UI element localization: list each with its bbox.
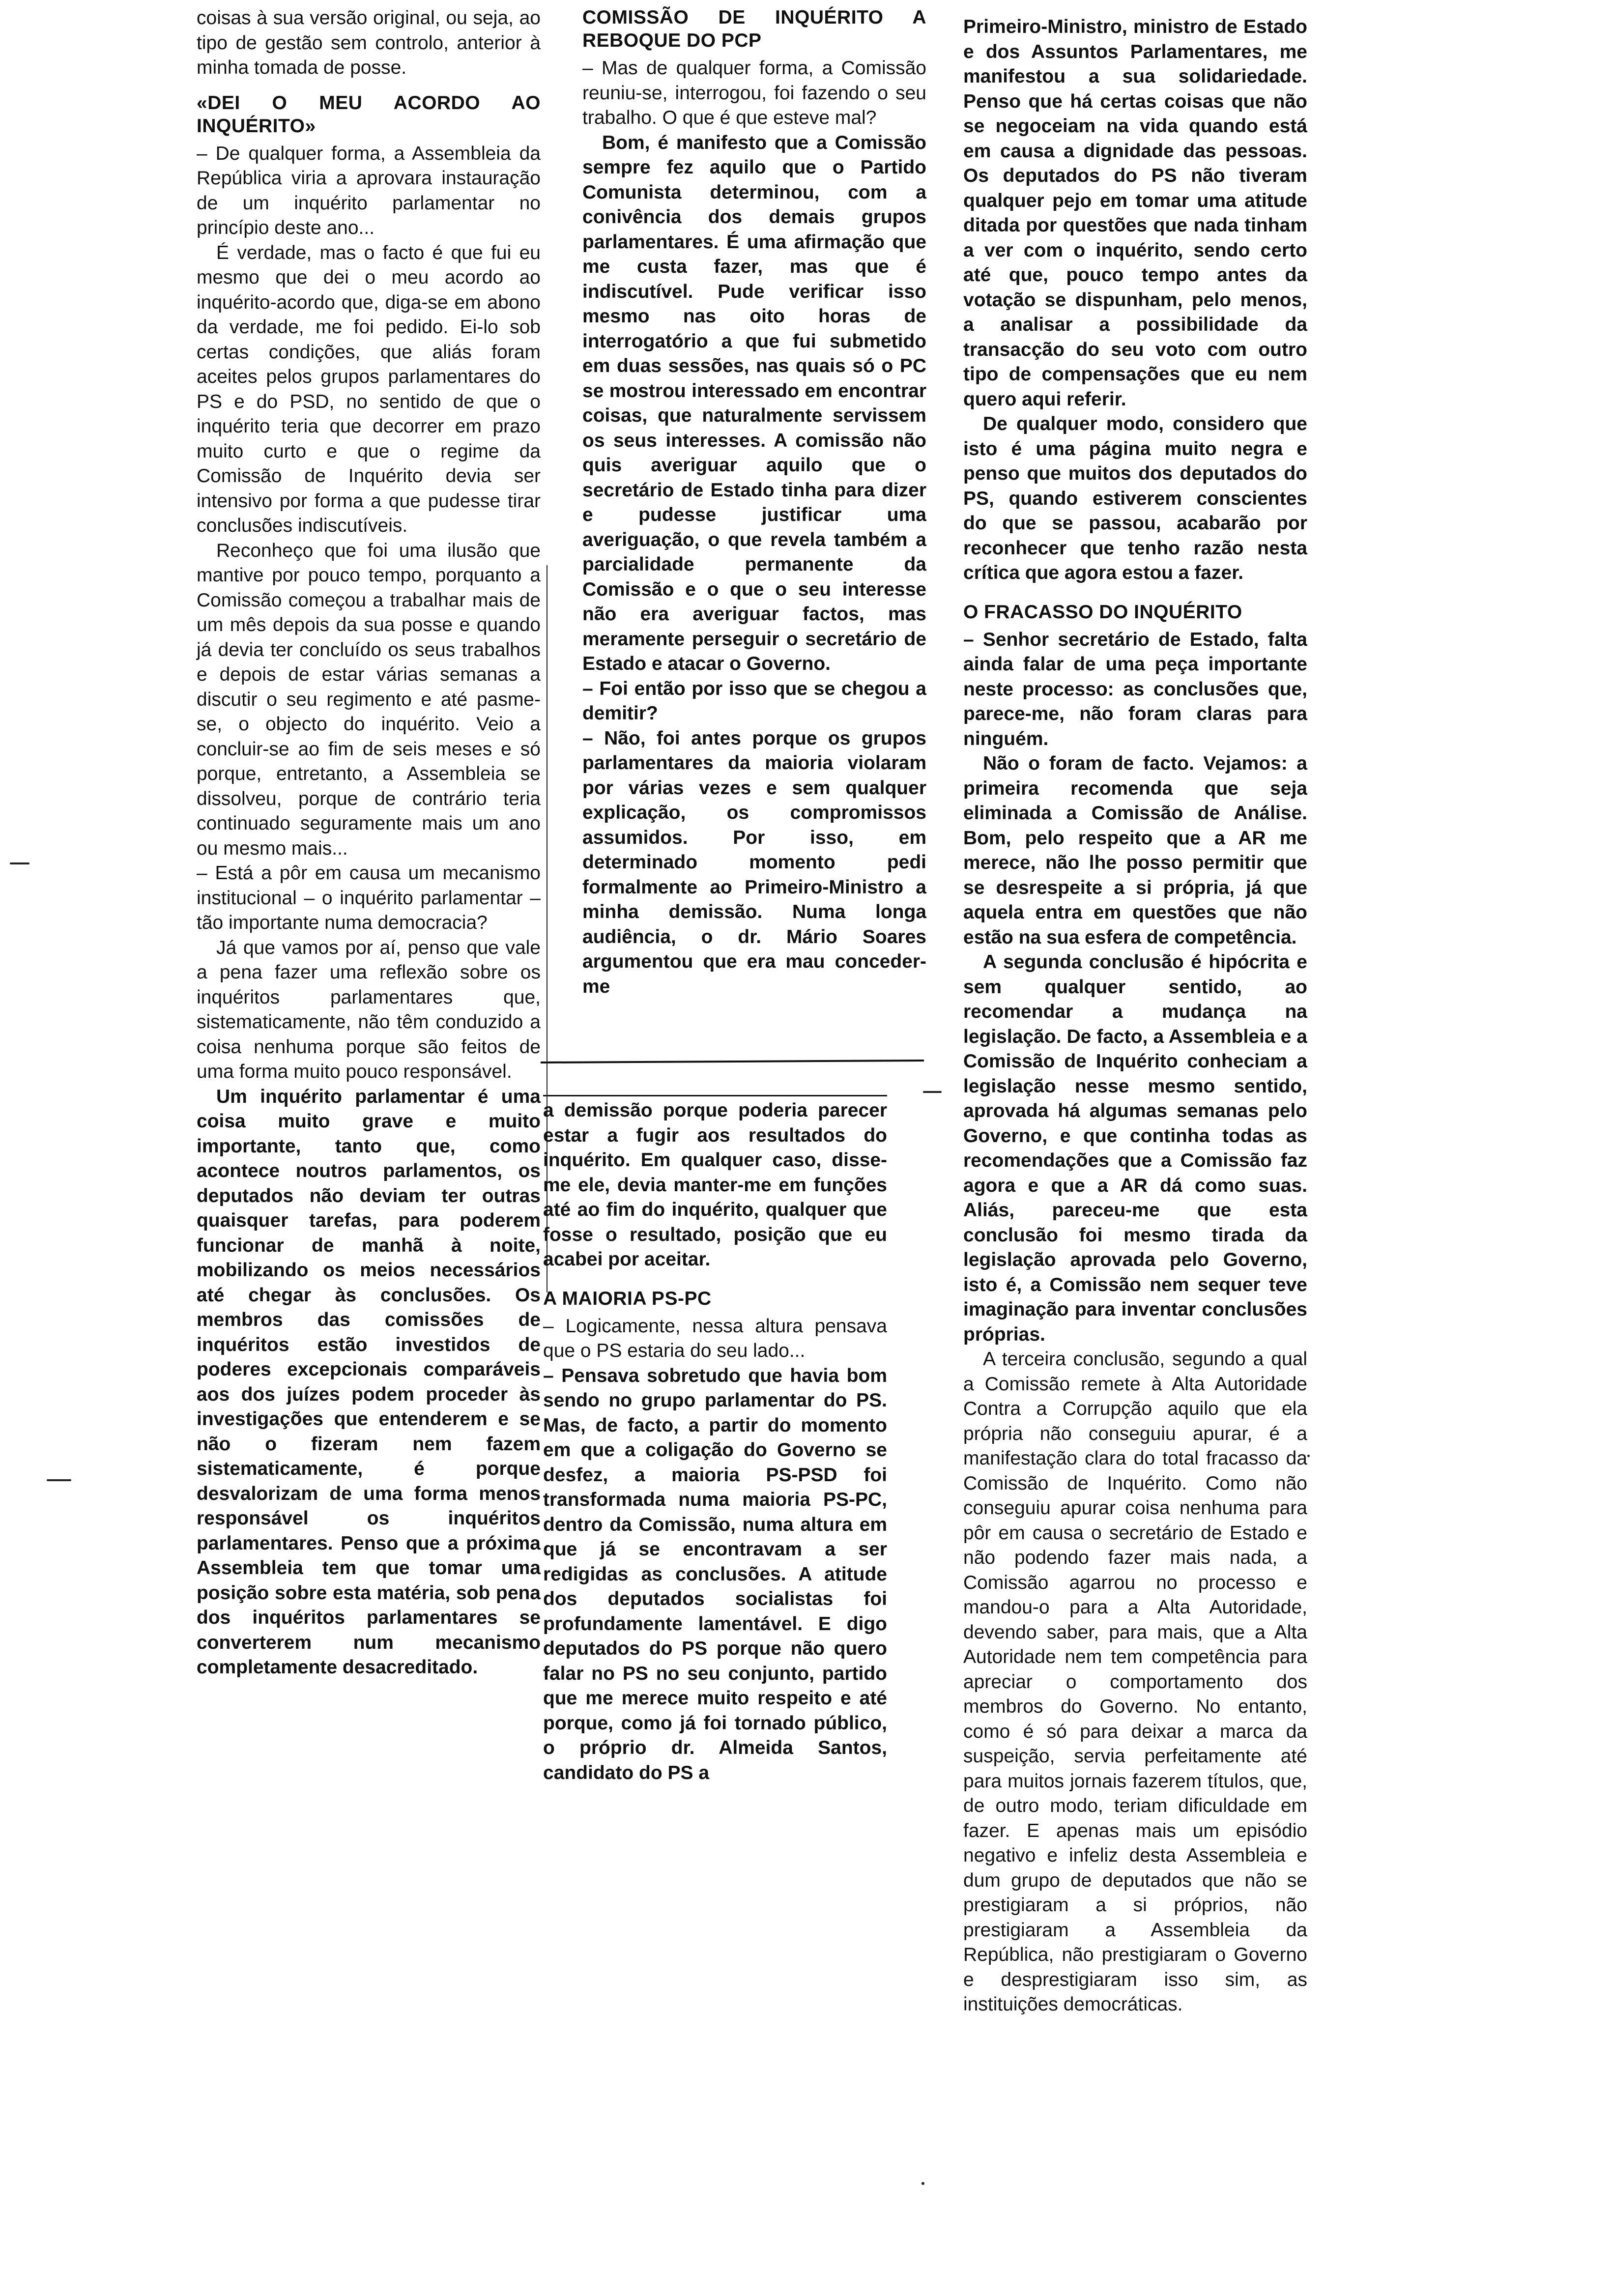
column-divider-rule (541, 1060, 924, 1063)
scan-speck (47, 1479, 71, 1481)
scan-speck (1307, 1455, 1310, 1457)
paragraph: – Mas de qualquer forma, a Comissão reuniu-se, interrogou, foi fazendo o seu trabalho. O que é que esteve mal? (582, 57, 926, 128)
column-2-continued (543, 1098, 887, 1785)
paragraph: – Foi então por isso que se chegou a demitir? (582, 678, 926, 724)
scan-speck (10, 862, 29, 864)
column-2 (582, 6, 926, 999)
section-heading: O FRACASSO DO INQUÉRITO (963, 601, 1242, 623)
paragraph: Reconheço que foi uma ilusão que mantive por pouco tempo, porquanto a Comissão começou a trabalhar mais de um mês depois da sua posse e quando já devia ter concluído os seus trabalhos e depois de estar várias semanas a discutir o seu regimento e até pasme-se, o objecto do inquérito. Veio a concluir-se ao fim de seis meses e só porque, entretanto, a Assembleia se dissolveu, porque de contrário teria continuado seguramente mais um ano ou mesmo mais... (197, 540, 541, 859)
paragraph: – Pensava sobretudo que havia bom sendo no grupo parlamentar do PS. Mas, de facto, a partir do momento em que a coligação do Governo se desfez, a maioria PS-PSD foi transformada numa maioria PS-PC, dentro da Comissão, numa altura em que já se encontravam a ser redigidas as conclusões. A atitude dos deputados socialistas foi profundamente lamentável. E digo deputados do PS porque não quero falar no PS no seu conjunto, partido que me merece muito respeito e até porque, como já foi tornado público, o próprio dr. Almeida Santos, candidato do PS a (543, 1365, 887, 1783)
paragraph: – Logicamente, nessa altura pensava que o PS estaria do seu lado... (543, 1315, 887, 1361)
scan-speck (921, 2182, 924, 2185)
paragraph: Primeiro-Ministro, ministro de Estado e dos Assuntos Parlamentares, me manifestou a sua solidariedade. Penso que há certas coisas que não se negoceiam na vida quando está em causa a dignidade das pessoas. Os deputados do PS não tiveram qualquer pejo em tomar uma atitude ditada por questões que nada tinham a ver com o inquérito, sendo certo até que, pouco tempo antes da votação se dispunham, pelo menos, a analisar a possibilidade da transacção do seu voto com outro tipo de compensações que eu nem quero aqui referir. (963, 16, 1307, 410)
paragraph: a demissão porque poderia parecer estar a fugir aos resultados do inquérito. Em qualquer caso, disse-me ele, devia manter-me em funções até ao fim do inquérito, qualquer que fosse o resultado, posição que eu acabei por aceitar. (543, 1100, 887, 1270)
paragraph: coisas à sua versão original, ou seja, ao tipo de gestão sem controlo, anterior à minha tomada de posse. (197, 7, 541, 78)
paragraph: – Está a pôr em causa um mecanismo institucional – o inquérito parlamentar – tão importante numa democracia? (197, 862, 541, 933)
paragraph: A terceira conclusão, segundo a qual a Comissão remete à Alta Autoridade Contra a Corrupção aquilo que ela própria não conseguiu apurar, é a manifestação clara do total fracasso da Comissão de Inquérito. Como não conseguiu apurar coisa nenhuma para pôr em causa o secretário de Estado e não podendo fazer mais nada, a Comissão agarrou no processo e mandou-o para a Alta Autoridade, devendo saber, para mais, que a Alta Autoridade nem tem competência para apreciar o comportamento dos membros do Governo. No entanto, como é só para deixar a marca da suspeição, servia perfeitamente até para muitos jornais fazerem títulos, que, de outro modo, teriam dificuldade em fazer. E apenas mais um episódio negativo e infeliz desta Assembleia e dum grupo de deputados que não se prestigiaram a si próprios, não prestigiaram a Assembleia da República, não prestigiaram o Governo e desprestigiaram isso sim, as instituições democráticas. (963, 1349, 1307, 2015)
section-heading: «DEI O MEU ACORDO AO INQUÉRITO» (197, 92, 541, 137)
section-heading: A MAIORIA PS-PC (543, 1288, 712, 1309)
scan-speck (923, 1091, 942, 1093)
column-3 (963, 15, 1307, 2017)
paragraph: – Senhor secretário de Estado, falta ainda falar de uma peça importante neste processo: as conclusões que, parece-me, não foram claras para ninguém. (963, 629, 1307, 749)
paragraph: A segunda conclusão é hipócrita e sem qualquer sentido, ao recomendar a mudança na legislação. De facto, a Assembleia e a Comissão de Inquérito conheciam a legislação nesse mesmo sentido, aprovada há algumas semanas pelo Governo, e que continha todas as recomendações que a Comissão faz agora e que a AR dá como suas. Aliás, pareceu-me que esta conclusão foi mesmo tirada da legislação aprovada pelo Governo, isto é, a Comissão nem sequer teve imaginação para inventar conclusões próprias. (963, 951, 1307, 1345)
section-heading: COMISSÃO DE INQUÉRITO A REBOQUE DO PCP (582, 7, 926, 51)
column-1 (197, 6, 541, 1680)
column-divider-rule (543, 1095, 887, 1096)
paragraph: É verdade, mas o facto é que fui eu mesmo que dei o meu acordo ao inquérito-acordo que, diga-se em abono da verdade, me foi pedido. Ei-lo sob certas condições, que aliás foram aceites pelos grupos parlamentares do PS e do PSD, no sentido de que o inquérito teria que decorrer em prazo muito curto e que o regime da Comissão de Inquérito devia ser intensivo por forma a que pudesse tirar conclusões indiscutíveis. (197, 242, 541, 536)
paragraph: – De qualquer forma, a Assembleia da República viria a aprovara instauração de um inquérito parlamentar no princípio deste ano... (197, 143, 541, 238)
paragraph: Um inquérito parlamentar é uma coisa muito grave e muito importante, tanto que, como acontece noutros parlamentos, os deputados não deviam ter outras quaisquer tarefas, para poderem funcionar de manhã à noite, mobilizando os meios necessários até chegar às conclusões. Os membros das comissões de inquéritos estão investidos de poderes excepcionais comparáveis aos dos juízes podem proceder às investigações que entenderem e se não o fizeram nem fazem sistematicamente, é porque desvalorizam de uma forma menos responsável os inquéritos parlamentares. Penso que a próxima Assembleia tem que tomar uma posição sobre esta matéria, sob pena dos inquéritos parlamentares se converterem num mecanismo completamente desacreditado. (197, 1086, 541, 1678)
paragraph: Já que vamos por aí, penso que vale a pena fazer uma reflexão sobre os inquéritos parlamentares que, sistematicamente, não têm conduzido a coisa nenhuma porque são feitos de uma forma muito pouco responsável. (197, 937, 541, 1082)
paragraph: Não o foram de facto. Vejamos: a primeira recomenda que seja eliminada a Comissão de Análise. Bom, pelo respeito que a AR me merece, não lhe posso permitir que se desrespeite a si própria, já que aquela entra em questões que não estão na sua esfera de competência. (963, 753, 1307, 948)
paragraph: De qualquer modo, considero que isto é uma página muito negra e penso que muitos dos deputados do PS, quando estiverem conscientes do que se passou, acabarão por reconhecer que tenho razão nesta crítica que agora estou a fazer. (963, 413, 1307, 583)
paragraph: Bom, é manifesto que a Comissão sempre fez aquilo que o Partido Comunista determinou, com a conivência dos demais grupos parlamentares. É uma afirmação que me custa fazer, mas que é indiscutível. Pude verificar isso mesmo nas oito horas de interrogatório a que fui submetido em duas sessões, nas quais só o PC se mostrou interessado em encontrar coisas, que naturalmente servissem os seus interesses. A comissão não quis averiguar aquilo que o secretário de Estado tinha para dizer e pudesse justificar uma averiguação, o que revela também a parcialidade permanente da Comissão e o que o seu interesse não era averiguar factos, mas meramente perseguir o secretário de Estado e atacar o Governo. (582, 132, 926, 674)
paragraph: – Não, foi antes porque os grupos parlamentares da maioria violaram por várias vezes e sem qualquer explicação, os compromissos assumidos. Por isso, em determinado momento pedi formalmente ao Primeiro-Ministro a minha demissão. Numa longa audiência, o dr. Mário Soares argumentou que era mau conceder-me (582, 727, 926, 997)
